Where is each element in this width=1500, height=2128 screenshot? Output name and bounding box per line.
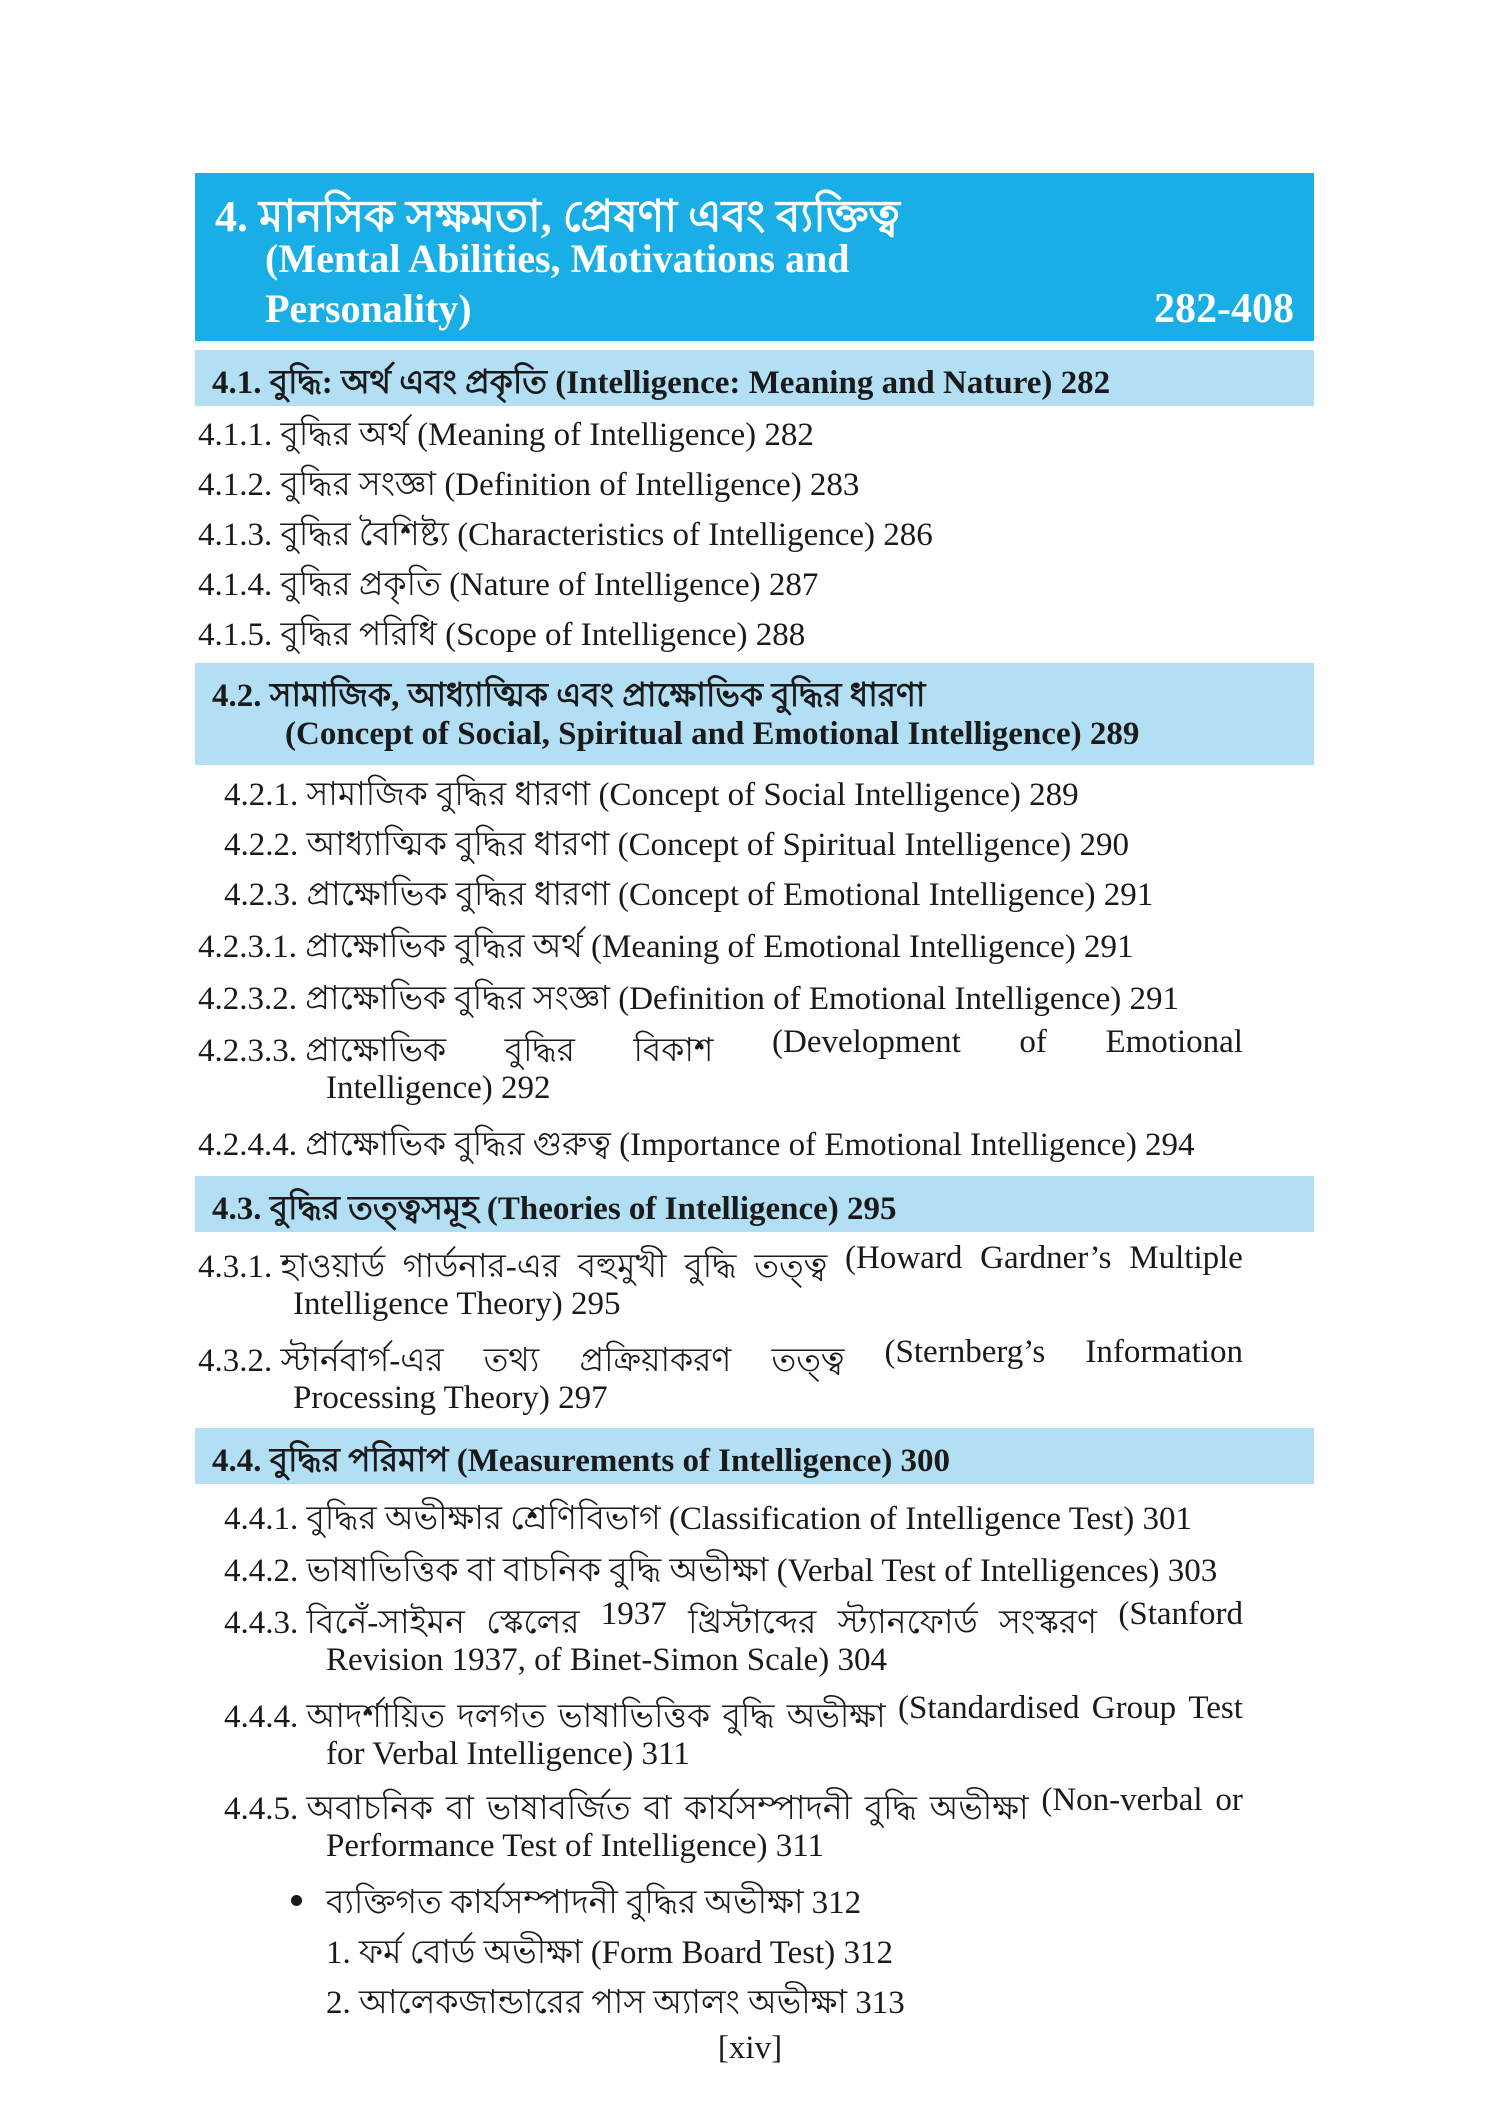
toc-item-4-3-1-continued: Intelligence Theory) 295 [293,1286,621,1322]
section-heading-4-4 [195,1428,1314,1484]
word: স্ট্যানফোর্ড [837,1605,978,1641]
chapter-page-range: 282-408 [1154,286,1294,332]
toc-bullet-item: ব্যক্তিগত কার্যসম্পাদনী বুদ্ধির অভীক্ষা 312 [326,1885,862,1921]
word: 4.4.5. অবাচনিক [224,1791,434,1827]
toc-item-4-2-2: 4.2.2. আধ্যাত্মিক বুদ্ধির ধারণা (Concept of Spiritual Intelligence) 290 [224,827,1129,863]
word: (Standardised [898,1690,1080,1726]
word: তত্ত্ব [754,1249,828,1285]
toc-item-4-4-1: 4.4.1. বুদ্ধির অভীক্ষার শ্রেণিবিভাগ (Classification of Intelligence Test) 301 [224,1501,1192,1537]
word: 4.3.1. হাওয়ার্ড [198,1249,385,1285]
word: Multiple [1129,1240,1243,1276]
toc-item-4-4-4-continued: for Verbal Intelligence) 311 [326,1736,690,1772]
word: 1937 [600,1596,667,1632]
section-heading-4-3 [195,1176,1314,1232]
word: Information [1085,1334,1243,1370]
section-heading-text: 4.1. বুদ্ধি: অর্থ এবং প্রকৃতি (Intelligence: Meaning and Nature) 282 [212,365,1111,401]
toc-item-4-2-3-2: 4.2.3.2. প্রাক্ষোভিক বুদ্ধির সংজ্ঞা (Definition of Emotional Intelligence) 291 [198,981,1180,1017]
word: (Stanford [1118,1596,1243,1632]
section-heading-line2: (Concept of Social, Spiritual and Emotional Intelligence) 289 [285,716,1140,752]
word: বুদ্ধির [504,1033,575,1069]
word: সংস্করণ [999,1605,1097,1641]
word: অভীক্ষা [786,1699,886,1735]
toc-item-4-1-4: 4.1.4. বুদ্ধির প্রকৃতি (Nature of Intelligence) 287 [198,567,819,603]
word: অভীক্ষা [929,1791,1029,1827]
word: ভাষাবর্জিত [486,1791,631,1827]
word: তথ্য [483,1343,540,1379]
word: (Howard [845,1240,963,1276]
toc-item-4-4-3-continued: Revision 1937, of Binet-Simon Scale) 304 [326,1642,887,1678]
section-heading-text: 4.3. বুদ্ধির তত্ত্বসমূহ (Theories of Intelligence) 295 [212,1191,897,1227]
word: বুদ্ধি [684,1249,737,1285]
word: Gardner’s [980,1240,1112,1276]
word: or [1215,1782,1243,1818]
chapter-header [195,173,1314,341]
word: ভাষাভিত্তিক [558,1699,711,1735]
word: 4.4.3. বিনেঁ-সাইমন [224,1605,465,1641]
word: প্রক্রিয়াকরণ [579,1343,732,1379]
word: কার্যসম্পাদনী [684,1791,852,1827]
word: 4.3.2. স্টার্নবার্গ-এর [198,1343,444,1379]
page-number: [xiv] [717,2030,783,2066]
word: 4.2.3.3. প্রাক্ষোভিক [198,1033,447,1069]
section-heading-4-1 [195,350,1314,406]
word: বুদ্ধি [722,1699,775,1735]
bullet-dot [291,1895,302,1906]
word: Group [1091,1690,1177,1726]
toc-item-4-2-4-4: 4.2.4.4. প্রাক্ষোভিক বুদ্ধির গুরুত্ব (Importance of Emotional Intelligence) 294 [198,1127,1195,1163]
toc-item-4-2-3-1: 4.2.3.1. প্রাক্ষোভিক বুদ্ধির অর্থ (Meaning of Emotional Intelligence) 291 [198,929,1134,965]
toc-item-4-2-1: 4.2.1. সামাজিক বুদ্ধির ধারণা (Concept of Social Intelligence) 289 [224,777,1079,813]
word: 4.4.4. আদর্শায়িত [224,1699,446,1735]
toc-item-4-3-2-continued: Processing Theory) 297 [293,1380,608,1416]
word: বা [643,1791,672,1827]
word: বা [445,1791,474,1827]
word: খ্রিস্টাব্দের [688,1605,817,1641]
section-heading-line1: 4.2. সামাজিক, আধ্যাত্মিক এবং প্রাক্ষোভিক বুদ্ধির ধারণা [212,678,926,714]
toc-item-4-4-2: 4.4.2. ভাষাভিত্তিক বা বাচনিক বুদ্ধি অভীক্ষা (Verbal Test of Intelligences) 303 [224,1553,1218,1589]
chapter-title-english-line2: Personality) [265,286,472,331]
word: তত্ত্ব [771,1343,845,1379]
word: (Sternberg’s [884,1334,1046,1370]
word: বিকাশ [633,1033,714,1069]
word: স্কেলের [486,1605,580,1641]
section-heading-4-2 [195,663,1314,765]
toc-subitem-1: 1. ফর্ম বোর্ড অভীক্ষা (Form Board Test) 312 [326,1935,894,1971]
word: (Non-verbal [1041,1782,1203,1818]
toc-item-4-2-3: 4.2.3. প্রাক্ষোভিক বুদ্ধির ধারণা (Concept of Emotional Intelligence) 291 [224,877,1154,913]
toc-item-4-1-3: 4.1.3. বুদ্ধির বৈশিষ্ট্য (Characteristics of Intelligence) 286 [198,517,933,553]
word: (Development [772,1024,961,1060]
toc-item-4-1-2: 4.1.2. বুদ্ধির সংজ্ঞা (Definition of Intelligence) 283 [198,467,860,503]
toc-item-4-4-5-continued: Performance Test of Intelligence) 311 [326,1828,824,1864]
chapter-title-bengali: 4. মানসিক সক্ষমতা, প্রেষণা এবং ব্যক্তিত্ব [215,192,900,241]
toc-subitem-2: 2. আলেকজান্ডারের পাস অ্যালং অভীক্ষা 313 [326,1985,905,2021]
section-heading-text: 4.4. বুদ্ধির পরিমাপ (Measurements of Intelligence) 300 [212,1443,951,1479]
toc-item-4-1-5: 4.1.5. বুদ্ধির পরিধি (Scope of Intelligence) 288 [198,617,806,653]
word: Test [1188,1690,1243,1726]
toc-item-4-1-1: 4.1.1. বুদ্ধির অর্থ (Meaning of Intelligence) 282 [198,417,814,453]
word: Emotional [1105,1024,1243,1060]
word: গার্ডনার-এর [402,1249,560,1285]
word: বুদ্ধি [864,1791,917,1827]
toc-item-4-2-3-3-continued: Intelligence) 292 [326,1070,551,1106]
word: of [1019,1024,1047,1060]
chapter-title-english-line1: (Mental Abilities, Motivations and [265,236,850,281]
word: দলগত [457,1699,546,1735]
word: বহুমুখী [577,1249,667,1285]
